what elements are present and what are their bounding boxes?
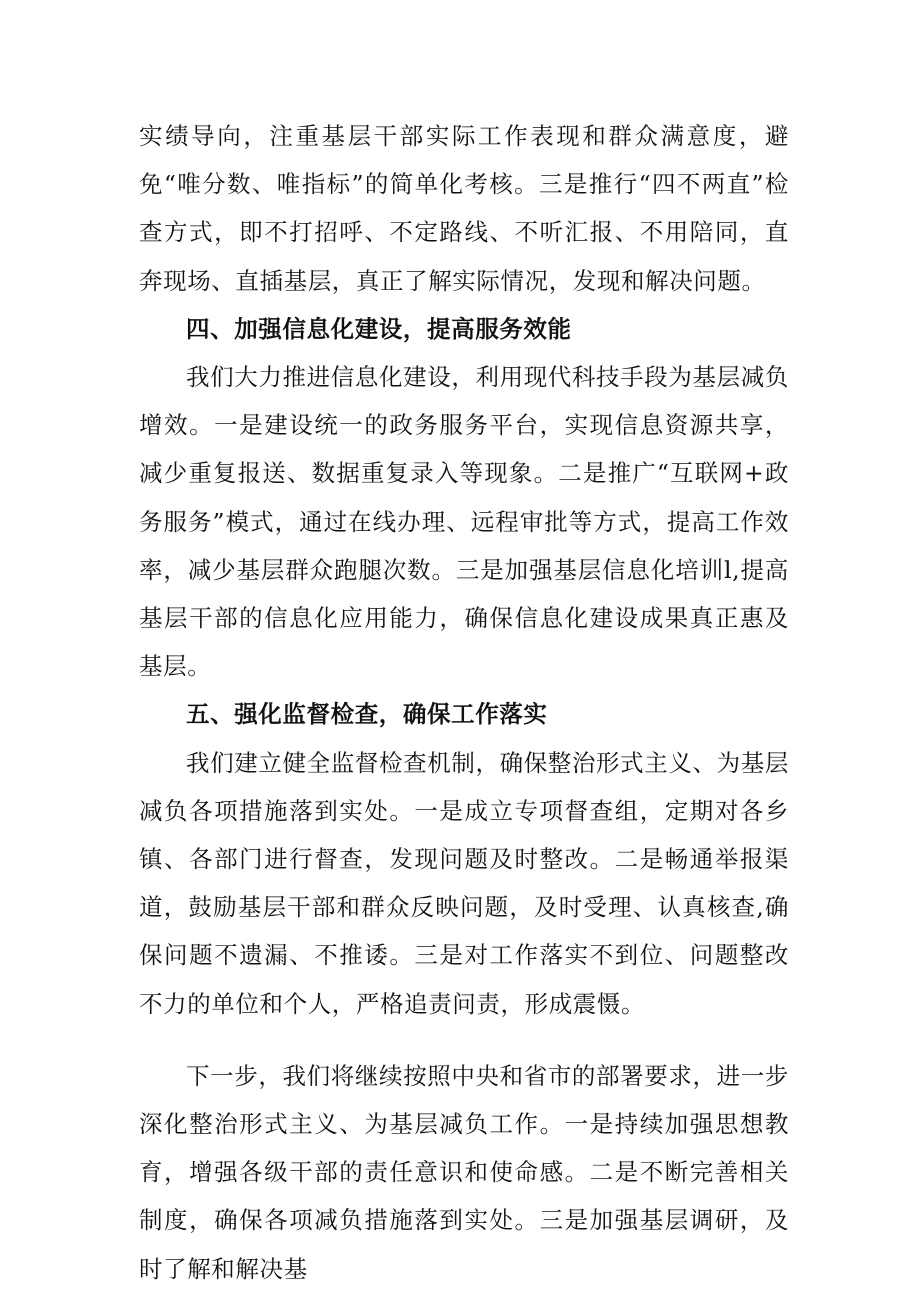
document-body bbox=[139, 112, 789, 1293]
paragraph-supervision: 我们建立健全监督检查机制，确保整治形式主义、为基层减负各项措施落到实处。一是成立专项督查组，定期对各乡镇、各部门进行督查，发现问题及时整改。二是畅通举报渠道，鼓励基层干部和群众反映问题，及时受理、认真核查,确保问题不遗漏、不推诿。三是对工作落实不到位、问题整改不力的单位和个人，严格追责问责，形成震慑。 bbox=[139, 748, 789, 1018]
section-heading-informatization: 四、加强信息化建设，提高服务效能 bbox=[186, 314, 572, 343]
paragraph-next-steps: 下一步，我们将继续按照中央和省市的部署要求，进一步深化整治形式主义、为基层减负工作。一是持续加强思想教育，增强各级干部的责任意识和使命感。二是不断完善相关制度，确保各项减负措施落到实处。三是加强基层调研，及时了解和解决基 bbox=[139, 1061, 789, 1283]
section-heading-supervision: 五、强化监督检查，确保工作落实 bbox=[186, 700, 548, 729]
paragraph-spacer bbox=[139, 1028, 789, 1052]
paragraph-informatization: 我们大力推进信息化建设，利用现代科技手段为基层减负增效。一是建设统一的政务服务平台，实现信息资源共享，减少重复报送、数据重复录入等现象。二是推广“互联网+政务服务”模式，通过在线办理、远程审批等方式，提高工作效率，减少基层群众跑腿次数。三是加强基层信息化培训l,提高基层干部的信息化应用能力，确保信息化建设成果真正惠及基层。 bbox=[139, 363, 789, 681]
paragraph-performance-assessment: 实绩导向，注重基层干部实际工作表现和群众满意度，避免“唯分数、唯指标”的简单化考核。三是推行“四不两直”检查方式，即不打招呼、不定路线、不听汇报、不用陪同，直奔现场、直插基层，真正了解实际情况，发现和解决问题。 bbox=[139, 122, 789, 295]
